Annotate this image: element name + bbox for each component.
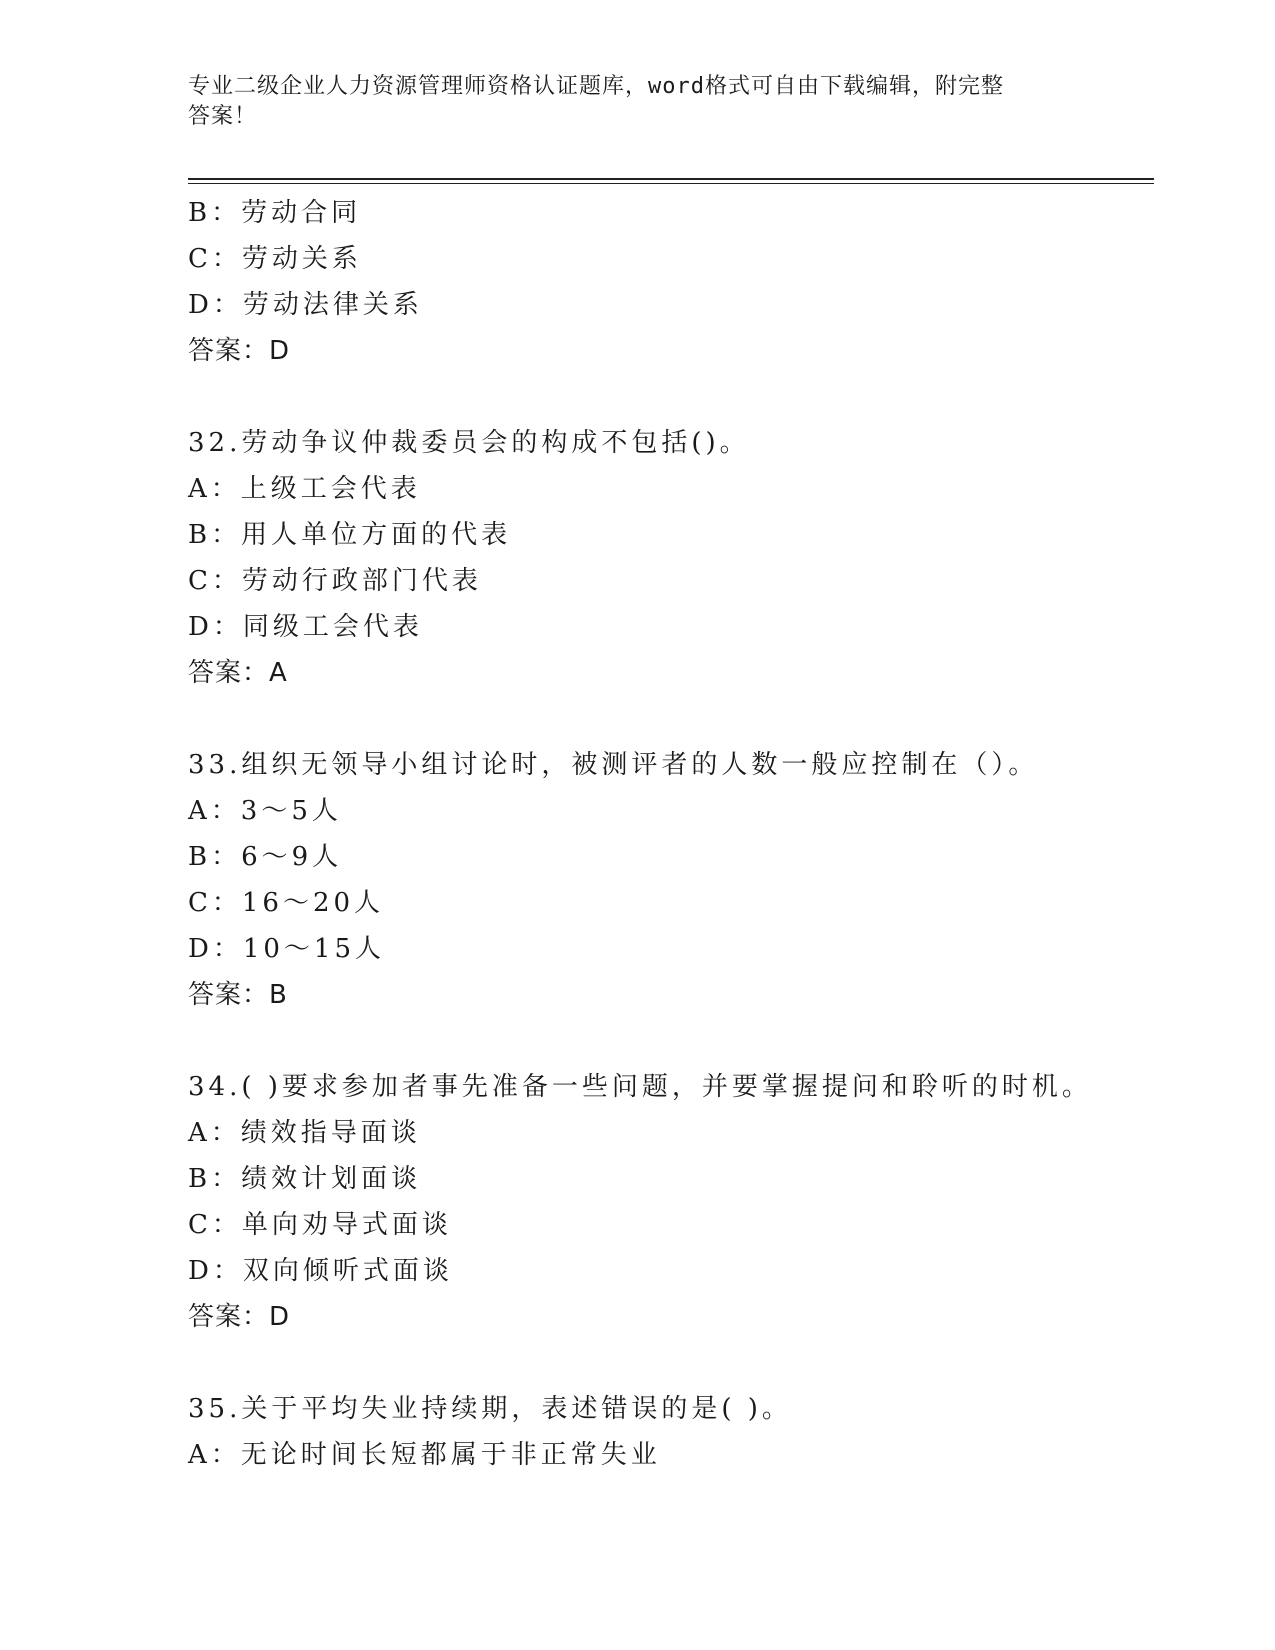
- option-c: C：劳动关系: [188, 244, 362, 274]
- question-stem: 32.劳动争议仲裁委员会的构成不包括()。: [188, 428, 750, 458]
- answer-line: 答案：D: [188, 336, 291, 366]
- option-a: A：绩效指导面谈: [188, 1118, 421, 1148]
- document-body: [188, 190, 1154, 1478]
- question-stem: 34.( )要求参加者事先准备一些问题，并要掌握提问和聆听的时机。: [188, 1072, 1092, 1102]
- option-a: A：上级工会代表: [188, 474, 421, 504]
- question-34: [188, 1064, 1154, 1340]
- option-c: C：16～20人: [188, 888, 385, 918]
- question-stem: 33.组织无领导小组讨论时，被测评者的人数一般应控制在（）。: [188, 750, 1039, 780]
- option-b: B：劳动合同: [188, 198, 362, 228]
- header-line-1: 专业二级企业人力资源管理师资格认证题库，word格式可自由下载编辑，附完整: [188, 74, 1004, 99]
- option-b: B：6～9人: [188, 842, 343, 872]
- spacer: [188, 1018, 1154, 1064]
- spacer: [188, 696, 1154, 742]
- option-d: D：10～15人: [188, 934, 386, 964]
- answer-line: 答案：A: [188, 658, 288, 688]
- option-a: A：无论时间长短都属于非正常失业: [188, 1440, 661, 1470]
- option-b: B：用人单位方面的代表: [188, 520, 512, 550]
- option-c: C：劳动行政部门代表: [188, 566, 482, 596]
- option-a: A：3～5人: [188, 796, 342, 826]
- option-d: D：同级工会代表: [188, 612, 423, 642]
- spacer: [188, 374, 1154, 420]
- option-d: D：劳动法律关系: [188, 290, 423, 320]
- question-32: [188, 420, 1154, 696]
- answer-line: 答案：B: [188, 980, 288, 1010]
- question-stem: 35.关于平均失业持续期，表述错误的是( )。: [188, 1394, 792, 1424]
- question-33: [188, 742, 1154, 1018]
- answer-line: 答案：D: [188, 1302, 291, 1332]
- document-header: [188, 72, 1068, 132]
- question-35: [188, 1386, 1154, 1478]
- option-c: C：单向劝导式面谈: [188, 1210, 452, 1240]
- option-b: B：绩效计划面谈: [188, 1164, 422, 1194]
- header-rule-thin: [188, 183, 1154, 184]
- option-d: D：双向倾听式面谈: [188, 1256, 453, 1286]
- prev-question-block: [188, 190, 1154, 374]
- header-line-2: 答案！: [188, 104, 258, 129]
- header-rule-thick: [188, 178, 1154, 180]
- spacer: [188, 1340, 1154, 1386]
